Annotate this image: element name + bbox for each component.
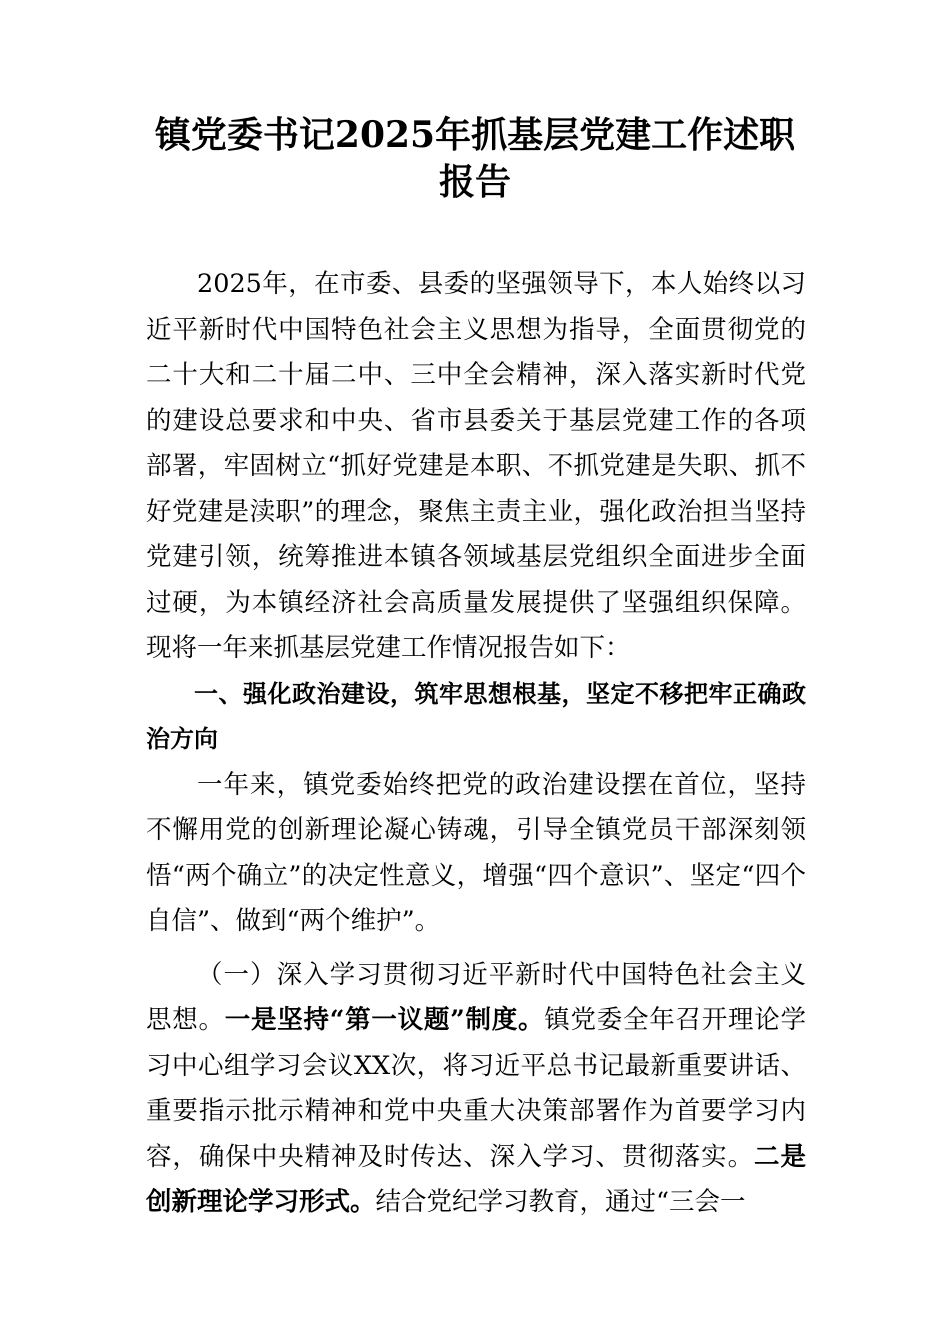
point-1-bold: 一是坚持“第一议题”制度。 (224, 1005, 545, 1035)
point-1-text: 镇党委全年召开理论学习中心组学习会议XX次，将习近平总书记最新重要讲话、重要指示批示精神和党中央重大决策部署作为首要学习内容，确保中央精神及时传达、深入学习、贯彻落实。 (146, 1005, 806, 1172)
section-1-paragraph: 一年来，镇党委始终把党的政治建设摆在首位，坚持不懈用党的创新理论凝心铸魂，引导全镇党员干部深刻领悟“两个确立”的决定性意义，增强“四个意识”、坚定“四个自信”、做到“两个维护”。 (146, 769, 806, 936)
document-title: 镇党委书记2025年抓基层党建工作述职报告 (154, 114, 796, 203)
subsection-1-heading: （一）深入学习贯彻习近平新时代中国特色社会主义思想。 (146, 959, 806, 1035)
point-2-text: 结合党纪学习教育，通过“三会一 (375, 1187, 746, 1217)
intro-paragraph: 2025年，在市委、县委的坚强领导下，本人始终以习近平新时代中国特色社会主义思想为指导，全面贯彻党的二十大和二十届二中、三中全会精神，深入落实新时代党的建设总要求和中央、省市县委关于基层党建工作的各项部署，牢固树立“抓好党建是本职、不抓党建是失职、抓不好党建是渎职”的理念，聚焦主责主业，强化政治担当坚持党建引领，统筹推进本镇各领域基层党组织全面进步全面过硬，为本镇经济社会高质量发展提供了坚强组织保障。现将一年来抓基层党建工作情况报告如下： (146, 269, 806, 663)
point-2-bold: 二是创新理论学习形式。 (146, 1141, 806, 1217)
subsection-1-paragraph (146, 953, 806, 1226)
section-heading-1: 一、强化政治建设，筑牢思想根基，坚定不移把牢正确政治方向 (146, 679, 806, 753)
document-body (146, 258, 806, 1226)
